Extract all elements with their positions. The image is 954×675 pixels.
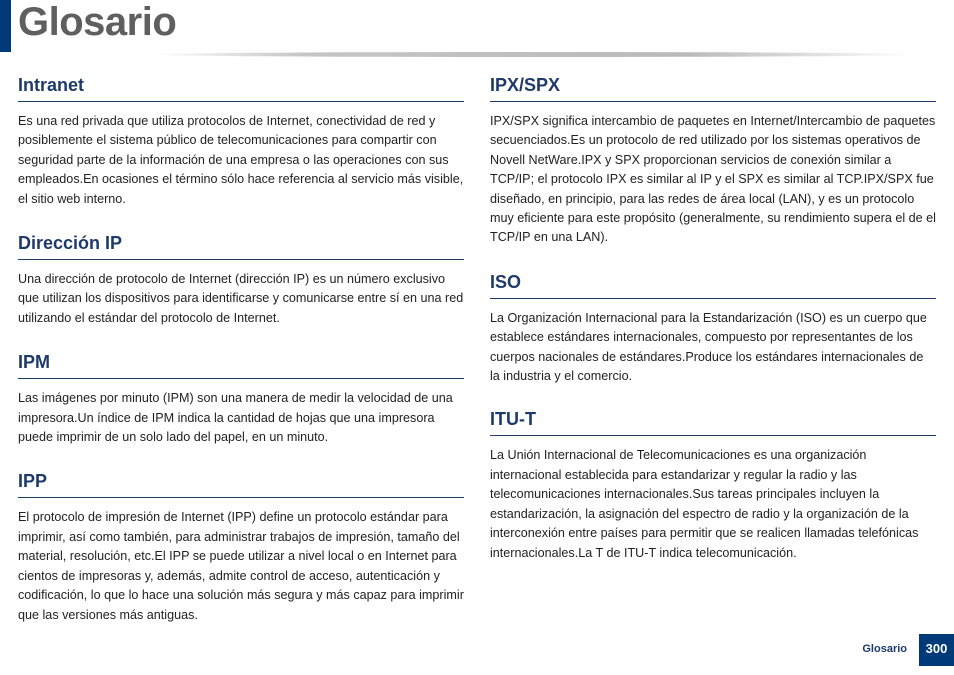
entry-body: La Organización Internacional para la Estandarización (ISO) es un cuerpo que establece estándares internacionales, compuesto por representantes de los cuerpos nacionales de estándares.Produce los estándares internacionales de la industria y el comercio. [490, 310, 927, 384]
entry-heading: IPM [18, 350, 464, 379]
glossary-entry-itu-t [490, 407, 936, 562]
entry-heading: ISO [490, 270, 936, 299]
page-number-badge: 300 [919, 634, 954, 666]
entry-heading: Dirección IP [18, 231, 464, 260]
entry-heading: Intranet [18, 73, 464, 102]
footer-section-link[interactable]: Glosario [862, 643, 907, 655]
entry-heading: ITU-T [490, 407, 936, 436]
glossary-entry-ipm [18, 350, 464, 447]
page-title: Glosario [18, 0, 177, 44]
left-column [18, 73, 464, 625]
glossary-entry-ipp [18, 469, 464, 624]
entry-body: La Unión Internacional de Telecomunicaciones es una organización internacional establecida para estandarizar y regular la radio y las telecomunicaciones internacionales.Sus tareas principales incluyen la estandarización, la asignación del espectro de radio y la organización de la interconexión entre países para permitir que se realicen llamadas telefónicas internacionales.La T de ITU-T indica telecomunicación. [490, 448, 919, 560]
right-column [490, 73, 936, 563]
entry-heading: IPP [18, 469, 464, 498]
glossary-entry-ipx-spx [490, 73, 936, 248]
glossary-entry-direccion-ip [18, 231, 464, 328]
entry-body: El protocolo de impresión de Internet (IPP) define un protocolo estándar para imprimir, así como también, para administrar trabajos de impresión, tamaño del material, resolución, etc.El IPP se puede utilizar a nivel local o en Internet para cientos de impresoras y, además, admite control de acceso, autenticación y codificación, lo que lo hace una solución más segura y más capaz para imprimir que las versiones más antiguas. [18, 510, 464, 622]
entry-body: Una dirección de protocolo de Internet (dirección IP) es un número exclusivo que utilizan los dispositivos para identificarse y comunicarse entre sí en una red utilizando el estándar del protocolo de Internet. [18, 272, 464, 325]
title-accent-bar [0, 0, 11, 52]
entry-body: IPX/SPX significa intercambio de paquetes en Internet/Intercambio de paquetes secuenciados.Es un protocolo de red utilizado por los sistemas operativos de Novell NetWare.IPX y SPX proporcionan servicios de conexión similar a TCP/IP; el protocolo IPX es similar al IP y el SPX es similar al TCP.IPX/SPX fue diseñado, en principio, para las redes de área local (LAN), y es un protocolo muy eficiente para este propósito (generalmente, su rendimiento supera el de el TCP/IP en una LAN). [490, 114, 936, 245]
glossary-entry-intranet [18, 73, 464, 209]
entry-heading: IPX/SPX [490, 73, 936, 102]
entry-body: Es una red privada que utiliza protocolos de Internet, conectividad de red y posiblemente el sistema público de telecomunicaciones para compartir con seguridad parte de la información de una empresa o las operaciones con sus empleados.En ocasiones el término sólo hace referencia al servicio más visible, el sitio web interno. [18, 114, 464, 206]
glossary-entry-iso [490, 270, 936, 387]
title-divider [150, 52, 920, 57]
entry-body: Las imágenes por minuto (IPM) son una manera de medir la velocidad de una impresora.Un índice de IPM indica la cantidad de hojas que una impresora puede imprimir de un solo lado del papel, en un minuto. [18, 391, 453, 445]
